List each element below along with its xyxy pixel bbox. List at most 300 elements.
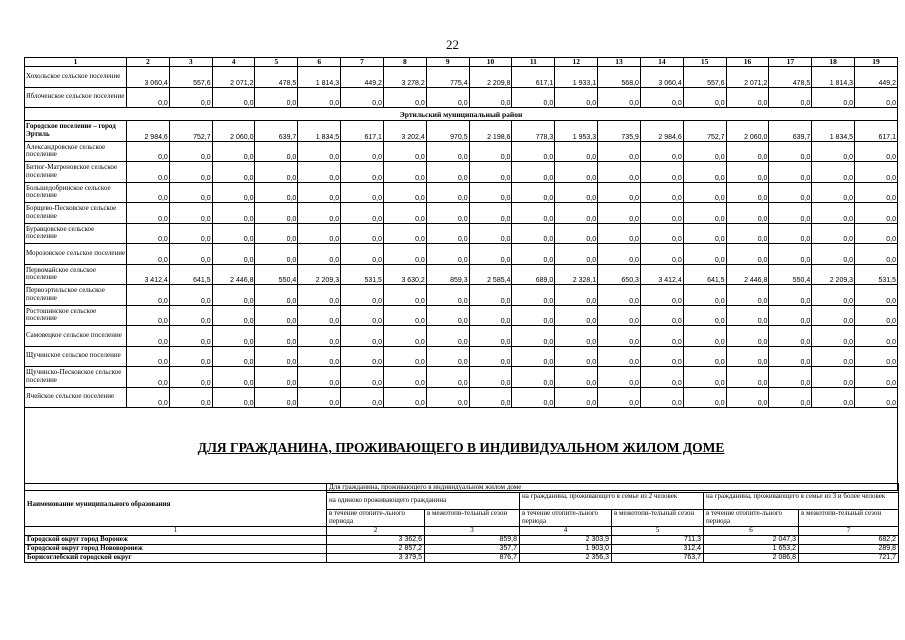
- rate-value: 0,0: [212, 285, 255, 306]
- rate-value: 3 362,6: [327, 536, 425, 545]
- period-header: в межотопи-тельный сезон: [612, 510, 704, 527]
- rate-value: 0,0: [341, 346, 384, 367]
- rate-value: 0,0: [426, 244, 469, 265]
- rate-value: 0,0: [640, 244, 683, 265]
- rate-value: 0,0: [298, 285, 341, 306]
- rate-value: 0,0: [298, 87, 341, 108]
- rate-value: 0,0: [469, 203, 512, 224]
- rate-value: 2 984,6: [640, 121, 683, 142]
- rate-value: 0,0: [812, 367, 855, 388]
- settlement-name: Большедобринское сельское поселение: [25, 182, 127, 203]
- rate-value: 2 446,8: [212, 264, 255, 285]
- column-number: 10: [469, 58, 512, 67]
- rate-value: 0,0: [812, 305, 855, 326]
- rate-value: 1 903,0: [520, 545, 612, 554]
- settlement-name: Ростошинское сельское поселение: [25, 305, 127, 326]
- district-title: Эртильский муниципальный район: [25, 108, 898, 121]
- rate-value: 0,0: [426, 141, 469, 162]
- rate-value: 0,0: [383, 285, 426, 306]
- rate-value: 0,0: [383, 326, 426, 347]
- rate-value: 0,0: [769, 326, 812, 347]
- rate-value: 2 446,8: [726, 264, 769, 285]
- rate-value: 1 933,1: [555, 67, 598, 88]
- rate-value: 0,0: [383, 182, 426, 203]
- rate-value: 0,0: [469, 141, 512, 162]
- rate-value: 550,4: [769, 264, 812, 285]
- rate-value: 0,0: [769, 285, 812, 306]
- column-number: 18: [812, 58, 855, 67]
- rate-value: 0,0: [726, 244, 769, 265]
- rate-value: 641,5: [683, 264, 726, 285]
- rate-value: 0,0: [469, 387, 512, 408]
- rate-value: 0,0: [640, 141, 683, 162]
- rate-value: 3 060,4: [127, 67, 170, 88]
- settlement-rates-table: [24, 57, 898, 491]
- column-number: 4: [520, 527, 612, 536]
- rate-value: 0,0: [683, 162, 726, 183]
- table-row: [25, 346, 898, 367]
- rate-value: 0,0: [726, 162, 769, 183]
- rate-value: 0,0: [769, 387, 812, 408]
- rate-value: 0,0: [683, 285, 726, 306]
- rate-value: 3 060,4: [640, 67, 683, 88]
- rate-value: 0,0: [255, 387, 298, 408]
- column-number: 5: [612, 527, 704, 536]
- column-number: 5: [255, 58, 298, 67]
- group-header: Для гражданина, проживающего в индивидуальном жилом доме: [327, 484, 899, 493]
- rate-value: 0,0: [812, 346, 855, 367]
- rate-value: 0,0: [855, 182, 898, 203]
- rate-value: 0,0: [426, 305, 469, 326]
- rate-value: 0,0: [769, 305, 812, 326]
- column-number: 7: [341, 58, 384, 67]
- rate-value: 0,0: [169, 305, 212, 326]
- rate-value: 0,0: [598, 223, 641, 244]
- rate-value: 0,0: [212, 162, 255, 183]
- page-number: 22: [446, 37, 459, 52]
- rate-value: 0,0: [555, 285, 598, 306]
- rate-value: 0,0: [127, 326, 170, 347]
- rate-value: 0,0: [255, 244, 298, 265]
- rate-value: 0,0: [298, 223, 341, 244]
- rate-value: 617,1: [512, 67, 555, 88]
- rate-value: 0,0: [212, 141, 255, 162]
- rate-value: 0,0: [383, 162, 426, 183]
- rate-value: 0,0: [127, 346, 170, 367]
- rate-value: 0,0: [127, 367, 170, 388]
- rate-value: 859,8: [425, 536, 520, 545]
- rate-value: 0,0: [512, 162, 555, 183]
- rate-value: 557,6: [169, 67, 212, 88]
- rate-value: 0,0: [683, 182, 726, 203]
- table-row: [25, 305, 898, 326]
- rate-value: 0,0: [598, 326, 641, 347]
- column-number: 4: [212, 58, 255, 67]
- rate-value: 2 356,3: [520, 554, 612, 563]
- column-number: 3: [425, 527, 520, 536]
- rate-value: 0,0: [812, 223, 855, 244]
- rate-value: 0,0: [598, 203, 641, 224]
- settlement-name: Ячейское сельское поселение: [25, 387, 127, 408]
- rate-value: 2 071,2: [726, 67, 769, 88]
- rate-value: 0,0: [212, 346, 255, 367]
- rate-value: 0,0: [341, 387, 384, 408]
- settlement-name: Городское поселение – город Эртиль: [25, 121, 127, 142]
- rate-value: 0,0: [598, 87, 641, 108]
- rate-value: 0,0: [855, 387, 898, 408]
- rate-value: 0,0: [341, 223, 384, 244]
- rate-value: 0,0: [598, 162, 641, 183]
- rate-value: 0,0: [255, 87, 298, 108]
- rate-value: 0,0: [298, 244, 341, 265]
- rate-value: 0,0: [255, 203, 298, 224]
- rate-value: 2 984,6: [127, 121, 170, 142]
- rate-value: 0,0: [341, 87, 384, 108]
- table-row: [25, 223, 898, 244]
- rate-value: 3 379,5: [327, 554, 425, 563]
- rate-value: 0,0: [426, 367, 469, 388]
- rate-value: 0,0: [383, 305, 426, 326]
- rate-value: 0,0: [169, 387, 212, 408]
- rate-value: 0,0: [855, 87, 898, 108]
- rate-value: 0,0: [127, 305, 170, 326]
- column-number: 13: [598, 58, 641, 67]
- rate-value: 0,0: [426, 87, 469, 108]
- rate-value: 0,0: [341, 367, 384, 388]
- rate-value: 0,0: [469, 326, 512, 347]
- rate-value: 0,0: [169, 326, 212, 347]
- table-row: [25, 141, 898, 162]
- rate-value: 0,0: [341, 326, 384, 347]
- rate-value: 0,0: [855, 141, 898, 162]
- rate-value: 0,0: [812, 244, 855, 265]
- rate-value: 0,0: [298, 162, 341, 183]
- rate-value: 0,0: [383, 244, 426, 265]
- rate-value: 775,4: [426, 67, 469, 88]
- rate-value: 0,0: [212, 203, 255, 224]
- rate-value: 0,0: [683, 141, 726, 162]
- table-row: [25, 162, 898, 183]
- period-header: в межотопи-тельный сезон: [799, 510, 899, 527]
- rate-value: 0,0: [255, 162, 298, 183]
- rate-value: 0,0: [127, 285, 170, 306]
- table-row: [25, 554, 899, 563]
- rate-value: 0,0: [555, 182, 598, 203]
- rate-value: 0,0: [769, 162, 812, 183]
- period-header: в межотопи-тельный сезон: [425, 510, 520, 527]
- rate-value: 0,0: [812, 203, 855, 224]
- rate-value: 0,0: [726, 326, 769, 347]
- rate-value: 0,0: [769, 203, 812, 224]
- rate-value: 650,3: [598, 264, 641, 285]
- rate-value: 0,0: [512, 182, 555, 203]
- rate-value: 289,8: [799, 545, 899, 554]
- rate-value: 0,0: [512, 203, 555, 224]
- rate-value: 0,0: [383, 367, 426, 388]
- settlement-name: Щучинское сельское поселение: [25, 346, 127, 367]
- rate-value: 0,0: [640, 203, 683, 224]
- rate-value: 0,0: [598, 346, 641, 367]
- rate-value: 0,0: [812, 162, 855, 183]
- rate-value: 0,0: [127, 244, 170, 265]
- column-number: 8: [383, 58, 426, 67]
- rate-value: 735,9: [598, 121, 641, 142]
- column-number: 11: [512, 58, 555, 67]
- rate-value: 0,0: [683, 203, 726, 224]
- rate-value: 0,0: [341, 285, 384, 306]
- rate-value: 0,0: [255, 141, 298, 162]
- rate-value: 357,7: [425, 545, 520, 554]
- settlement-name: Щучинско-Песковское сельское поселение: [25, 367, 127, 388]
- rate-value: 0,0: [640, 162, 683, 183]
- rate-value: 0,0: [341, 305, 384, 326]
- rate-value: 0,0: [512, 141, 555, 162]
- rate-value: 0,0: [426, 346, 469, 367]
- rate-value: 0,0: [555, 346, 598, 367]
- column-number-row: [25, 58, 898, 67]
- rate-value: 0,0: [255, 223, 298, 244]
- rate-value: 752,7: [169, 121, 212, 142]
- table-row: [25, 367, 898, 388]
- rate-value: 0,0: [726, 87, 769, 108]
- rate-value: 0,0: [298, 182, 341, 203]
- column-number: 1: [25, 58, 127, 67]
- rate-value: 0,0: [555, 305, 598, 326]
- rate-value: 0,0: [598, 285, 641, 306]
- rate-value: 859,3: [426, 264, 469, 285]
- rate-value: 0,0: [555, 203, 598, 224]
- table-row: [25, 121, 898, 142]
- rate-value: 0,0: [640, 326, 683, 347]
- table-row: [25, 87, 898, 108]
- rate-value: 0,0: [683, 387, 726, 408]
- period-header: в течение отопите-льного периода: [520, 510, 612, 527]
- rate-value: 0,0: [812, 326, 855, 347]
- settlement-name: Морозовское сельское поселение: [25, 244, 127, 265]
- rate-value: 689,0: [512, 264, 555, 285]
- rate-value: 0,0: [169, 223, 212, 244]
- rate-value: 0,0: [212, 223, 255, 244]
- rate-value: 617,1: [341, 121, 384, 142]
- period-header: в течение отопите-льного периода: [704, 510, 799, 527]
- rate-value: 0,0: [212, 244, 255, 265]
- rate-value: 0,0: [469, 244, 512, 265]
- rate-value: 3 202,4: [383, 121, 426, 142]
- rate-value: 0,0: [769, 182, 812, 203]
- column-number: 6: [704, 527, 799, 536]
- rate-value: 0,0: [769, 367, 812, 388]
- rate-value: 1 834,5: [298, 121, 341, 142]
- rate-value: 3 630,2: [383, 264, 426, 285]
- rate-value: 0,0: [640, 367, 683, 388]
- rate-value: 0,0: [726, 182, 769, 203]
- settlement-name: Битюг-Матреновское сельское поселение: [25, 162, 127, 183]
- rate-value: 0,0: [383, 203, 426, 224]
- table-row: [25, 387, 898, 408]
- family-of-3-header: на гражданина, проживающего в семье из 3 и более человек: [704, 493, 899, 510]
- rate-value: 639,7: [255, 121, 298, 142]
- column-number: 1: [25, 527, 327, 536]
- rate-value: 0,0: [469, 87, 512, 108]
- rate-value: 0,0: [855, 203, 898, 224]
- rate-value: 0,0: [555, 87, 598, 108]
- column-number: 15: [683, 58, 726, 67]
- table-row: [25, 244, 898, 265]
- rate-value: 0,0: [512, 244, 555, 265]
- rate-value: 0,0: [555, 141, 598, 162]
- column-number: 16: [726, 58, 769, 67]
- rate-value: 0,0: [169, 203, 212, 224]
- rate-value: 0,0: [426, 182, 469, 203]
- rate-value: 0,0: [169, 244, 212, 265]
- rate-value: 1 814,3: [298, 67, 341, 88]
- rate-value: 0,0: [812, 387, 855, 408]
- rate-value: 0,0: [512, 87, 555, 108]
- rate-value: 0,0: [598, 305, 641, 326]
- rate-value: 1 953,3: [555, 121, 598, 142]
- rate-value: 0,0: [255, 285, 298, 306]
- rate-value: 0,0: [383, 223, 426, 244]
- column-number-row: [25, 527, 899, 536]
- rate-value: 641,5: [169, 264, 212, 285]
- rate-value: 0,0: [469, 285, 512, 306]
- rate-value: 2 585,4: [469, 264, 512, 285]
- rate-value: 752,7: [683, 121, 726, 142]
- rate-value: 0,0: [512, 387, 555, 408]
- rate-value: 0,0: [555, 162, 598, 183]
- rate-value: 0,0: [469, 305, 512, 326]
- column-number: 17: [769, 58, 812, 67]
- rate-value: 0,0: [255, 367, 298, 388]
- rate-value: 0,0: [855, 244, 898, 265]
- rate-value: 2 060,0: [212, 121, 255, 142]
- rate-value: 0,0: [469, 182, 512, 203]
- settlement-name: Хохольское сельское поселение: [25, 67, 127, 88]
- rate-value: 0,0: [812, 285, 855, 306]
- rate-value: 0,0: [683, 367, 726, 388]
- rate-value: 0,0: [169, 367, 212, 388]
- rate-value: 0,0: [598, 367, 641, 388]
- rate-value: 0,0: [341, 244, 384, 265]
- settlement-name: Яблоченское сельское поселение: [25, 87, 127, 108]
- rate-value: 0,0: [512, 223, 555, 244]
- rate-value: 0,0: [426, 203, 469, 224]
- rate-value: 0,0: [469, 223, 512, 244]
- rate-value: 2 857,2: [327, 545, 425, 554]
- rate-value: 0,0: [812, 87, 855, 108]
- rate-value: 0,0: [640, 346, 683, 367]
- rate-value: 0,0: [598, 141, 641, 162]
- rate-value: 0,0: [169, 346, 212, 367]
- rate-value: 0,0: [212, 387, 255, 408]
- rate-value: 0,0: [298, 305, 341, 326]
- settlement-name: Первомайское сельское поселение: [25, 264, 127, 285]
- rate-value: 0,0: [769, 87, 812, 108]
- column-number: 14: [640, 58, 683, 67]
- rate-value: 0,0: [769, 223, 812, 244]
- rate-value: 2 209,3: [812, 264, 855, 285]
- table-row: [25, 203, 898, 224]
- settlement-name: Буравцовское сельское поселение: [25, 223, 127, 244]
- table-row: [25, 545, 899, 554]
- rate-value: 2 303,9: [520, 536, 612, 545]
- rate-value: 0,0: [726, 346, 769, 367]
- table-row: [25, 536, 899, 545]
- rate-value: 0,0: [426, 223, 469, 244]
- rate-value: 0,0: [255, 305, 298, 326]
- rate-value: 0,0: [127, 387, 170, 408]
- rate-value: 0,0: [383, 346, 426, 367]
- individual-house-rates-table: [24, 483, 899, 563]
- rate-value: 970,5: [426, 121, 469, 142]
- rate-value: 0,0: [512, 285, 555, 306]
- rate-value: 0,0: [555, 387, 598, 408]
- rate-value: 0,0: [255, 326, 298, 347]
- rate-value: 0,0: [640, 182, 683, 203]
- rate-value: 3 278,2: [383, 67, 426, 88]
- rate-value: 0,0: [341, 141, 384, 162]
- rate-value: 0,0: [127, 87, 170, 108]
- rate-value: 0,0: [683, 326, 726, 347]
- rate-value: 0,0: [512, 326, 555, 347]
- column-number: 3: [169, 58, 212, 67]
- rate-value: 0,0: [426, 162, 469, 183]
- column-number: 2: [327, 527, 425, 536]
- rate-value: 763,7: [612, 554, 704, 563]
- rate-value: 0,0: [512, 367, 555, 388]
- column-number: 6: [298, 58, 341, 67]
- rate-value: 2 328,1: [555, 264, 598, 285]
- rate-value: 478,5: [769, 67, 812, 88]
- rate-value: 0,0: [212, 305, 255, 326]
- rate-value: 0,0: [812, 141, 855, 162]
- rate-value: 3 412,4: [640, 264, 683, 285]
- table-row: [25, 182, 898, 203]
- rate-value: 0,0: [855, 326, 898, 347]
- rate-value: 0,0: [726, 285, 769, 306]
- rate-value: 2 198,6: [469, 121, 512, 142]
- rate-value: 0,0: [555, 326, 598, 347]
- rate-value: 0,0: [726, 141, 769, 162]
- single-citizen-header: на одиноко проживающего гражданина: [327, 493, 520, 510]
- rate-value: 0,0: [383, 387, 426, 408]
- rate-value: 0,0: [855, 305, 898, 326]
- rate-value: 0,0: [598, 182, 641, 203]
- rate-value: 0,0: [169, 141, 212, 162]
- rate-value: 0,0: [298, 141, 341, 162]
- rate-value: 0,0: [298, 367, 341, 388]
- rate-value: 0,0: [212, 326, 255, 347]
- rate-value: 1 653,2: [704, 545, 799, 554]
- rate-value: 0,0: [640, 87, 683, 108]
- rate-value: 0,0: [726, 203, 769, 224]
- rate-value: 0,0: [855, 367, 898, 388]
- rate-value: 0,0: [640, 387, 683, 408]
- rate-value: 0,0: [855, 223, 898, 244]
- rate-value: 0,0: [512, 346, 555, 367]
- family-of-2-header: на гражданина, проживающего в семье из 2 человек: [520, 493, 704, 510]
- rate-value: 0,0: [127, 203, 170, 224]
- rate-value: 0,0: [212, 87, 255, 108]
- rate-value: 557,6: [683, 67, 726, 88]
- rate-value: 1 834,5: [812, 121, 855, 142]
- rate-value: 2 071,2: [212, 67, 255, 88]
- rate-value: 721,7: [799, 554, 899, 563]
- rate-value: 0,0: [769, 141, 812, 162]
- rate-value: 0,0: [127, 223, 170, 244]
- rate-value: 0,0: [469, 162, 512, 183]
- rate-value: 0,0: [726, 367, 769, 388]
